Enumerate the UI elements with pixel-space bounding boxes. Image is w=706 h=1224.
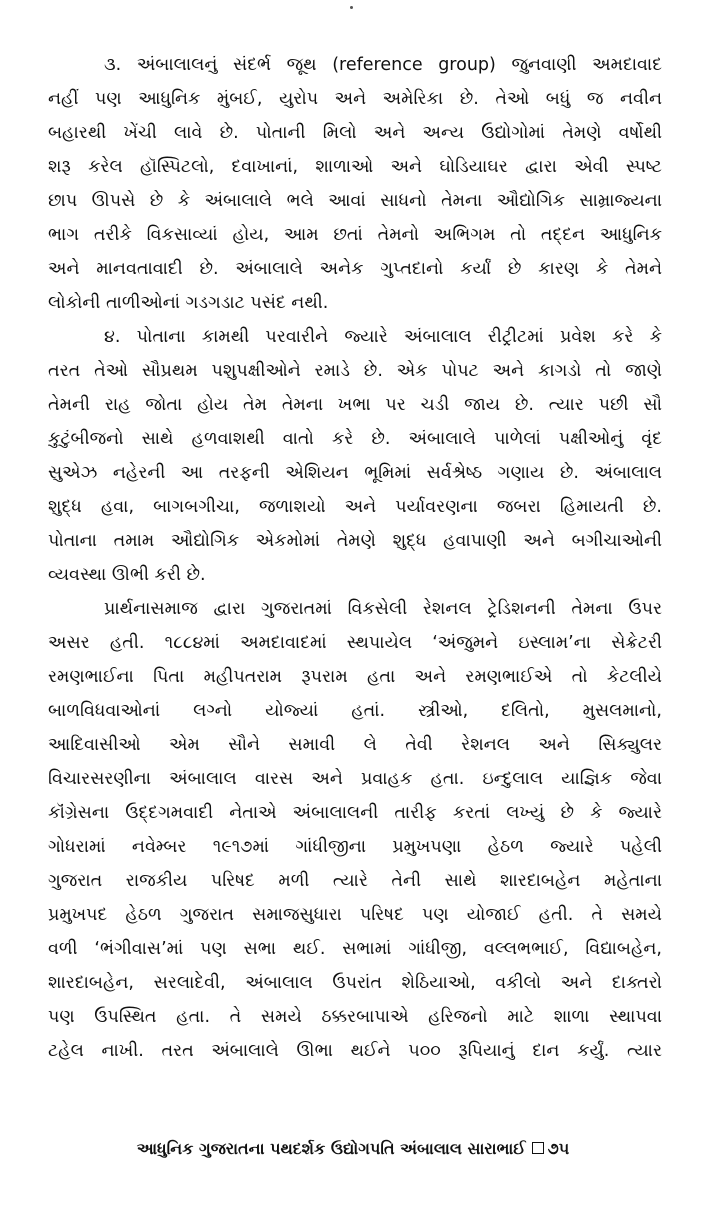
page-body (48, 48, 662, 1068)
text-line: બહારથી ખેંચી લાવે છે. પોતાની મિલો અને અન્ય ઉદ્યોગોમાં તેમણે વર્ષોથી (48, 123, 662, 143)
text-line: છાપ ઊપસે છે કે અંબાલાલે ભલે આવાં સાધનો તેમના ઔદ્યોગિક સામ્રાજ્યના (48, 191, 662, 211)
text-line: ગોધરામાં નવેમ્બર ૧૯૧૭માં ગાંધીજીના પ્રમુખપણા હેઠળ જ્યારે પહેલી (48, 837, 662, 857)
text-line: ભાગ તરીકે વિકસાવ્યાં હોય, આમ છતાં તેમનો અભિગમ તો તદ્દન આધુનિક (48, 225, 662, 245)
text-line: આદિવાસીઓ એમ સૌને સમાવી લે તેવી રેશનલ અને સિક્યુલર (48, 735, 662, 755)
paragraph-2 (48, 320, 662, 592)
text-line: નહીં પણ આધુનિક મુંબઈ, યુરોપ અને અમેરિકા છે. તેઓ બધું જ નવીન (48, 89, 662, 109)
text-line: પ્રાર્થનાસમાજ દ્વારા ગુજરાતમાં વિકસેલી રેશનલ ટ્રેડિશનની તેમના ઉપર (104, 599, 662, 619)
text-line: સુએઝ નહેરની આ તરફની એશિયન ભૂમિમાં સર્વશ્રેષ્ઠ ગણાય છે. અંબાલાલ (48, 463, 662, 483)
text-line: તેમની રાહ જોતા હોય તેમ તેમના ખભા પર ચડી જાય છે. ત્યાર પછી સૌ (48, 395, 662, 415)
square-separator-icon (532, 1142, 544, 1154)
text-line: ગુજરાત રાજકીય પરિષદ મળી ત્યારે તેની સાથે શારદાબહેન મહેતાના (48, 871, 662, 891)
paragraph-3 (48, 592, 662, 1068)
text-line: વ્યવસ્થા ઊભી કરી છે. (48, 565, 206, 585)
page-number: ૭૫ (547, 1139, 570, 1158)
text-line: બાળવિધવાઓનાં લગ્નો યોજ્યાં હતાં. સ્ત્રીઓ, દલિતો, મુસલમાનો, (48, 701, 662, 721)
text-line: અસર હતી. ૧૮૮૪માં અમદાવાદમાં સ્થપાયેલ ‘અંજુમને ઇસ્લામ’ના સેક્રેટરી (48, 633, 662, 653)
text-line: ૪. પોતાના કામથી પરવારીને જ્યારે અંબાલાલ રીટ્રીટમાં પ્રવેશ કરે કે (104, 327, 662, 347)
text-line: શુદ્ધ હવા, બાગબગીચા, જળાશયો અને પર્યાવરણના જબરા હિમાયતી છે. (48, 497, 662, 517)
text-line: તરત તેઓ સૌપ્રથમ પશુપક્ષીઓને રમાડે છે. એક પોપટ અને કાગડો તો જાણે (48, 361, 662, 381)
text-line: રમણભાઈના પિતા મહીપતરામ રૂપરામ હતા અને રમણભાઈએ તો કેટલીયે (48, 667, 662, 687)
text-line: વળી ‘ભંગીવાસ’માં પણ સભા થઈ. સભામાં ગાંધીજી, વલ્લભભાઈ, વિદ્યાબહેન, (48, 939, 662, 959)
text-line: પ્રમુખપદ હેઠળ ગુજરાત સમાજસુધારા પરિષદ પણ યોજાઈ હતી. તે સમયે (48, 905, 662, 925)
text-line: કૉંગ્રેસના ઉદ્દગમવાદી નેતાએ અંબાલાલની તારીફ કરતાં લખ્યું છે કે જ્યારે (48, 803, 662, 823)
text-line: કુટુંબીજનો સાથે હળવાશથી વાતો કરે છે. અંબાલાલે પાળેલાં પક્ષીઓનું વૃંદ (48, 429, 662, 449)
text-line: વિચારસરણીના અંબાલાલ વારસ અને પ્રવાહક હતા. ઇન્દુલાલ યાજ્ઞિક જેવા (48, 769, 662, 789)
text-line: પણ ઉપસ્થિત હતા. તે સમયે ઠક્કરબાપાએ હરિજનો માટે શાળા સ્થાપવા (48, 1007, 662, 1027)
text-line: અને માનવતાવાદી છે. અંબાલાલે અનેક ગુપ્તદાનો કર્યાં છે કારણ કે તેમને (48, 259, 662, 279)
text-line: લોકોની તાળીઓનાં ગડગડાટ પસંદ નથી. (48, 293, 329, 313)
text-line: પોતાના તમામ ઔદ્યોગિક એકમોમાં તેમણે શુદ્ધ હવાપાણી અને બગીચાઓની (48, 531, 662, 551)
top-dot-mark (350, 6, 353, 9)
text-line: શારદાબહેન, સરલાદેવી, અંબાલાલ ઉપરાંત શેઠિયાઓ, વકીલો અને દાક્તરો (48, 973, 662, 993)
text-line: ૩. અંબાલાલનું સંદર્ભ જૂથ (reference group) જુનવાણી અમદાવાદ (104, 55, 662, 75)
paragraph-1 (48, 48, 662, 320)
running-title: આધુનિક ગુજરાતના પથદર્શક ઉદ્યોગપતિ અંબાલાલ સારાભાઈ (136, 1139, 526, 1158)
text-line: શરૂ કરેલ હૉસ્પિટલો, દવાખાનાં, શાળાઓ અને ઘોડિયાઘર દ્વારા એવી સ્પષ્ટ (48, 157, 662, 177)
page-footer (0, 1132, 706, 1166)
text-line: ટહેલ નાખી. તરત અંબાલાલે ઊભા થઈને ૫૦૦ રૂપિયાનું દાન કર્યું. ત્યાર (48, 1041, 662, 1061)
